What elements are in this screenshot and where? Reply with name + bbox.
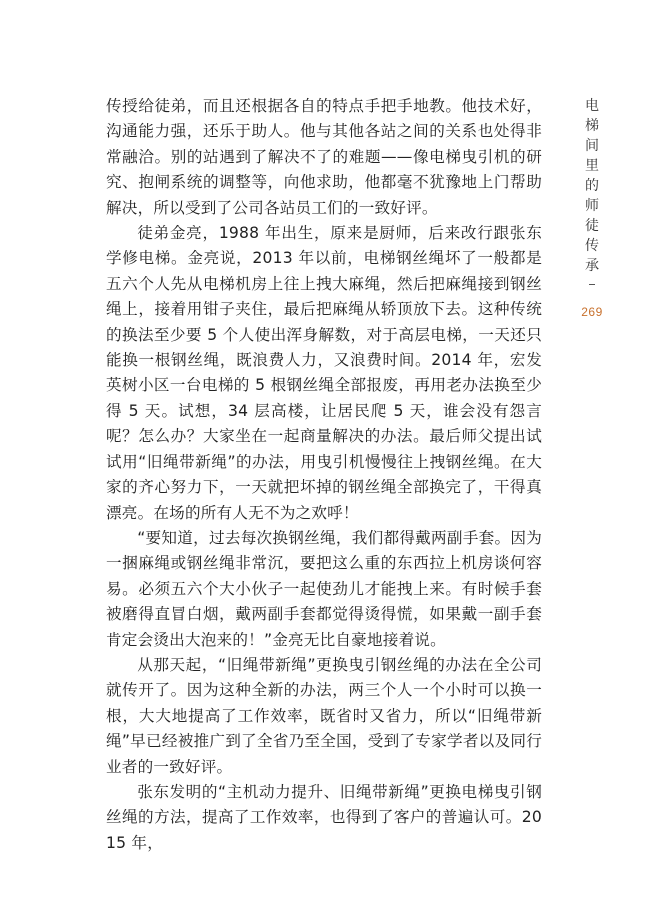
paragraph-2: 徒弟金亮，1988 年出生，原来是厨师，后来改行跟张东学修电梯。金亮说，2013 年以前，电梯钢丝绳坏了一般都是五六个人先从电梯机房上往上拽大麻绳，然后把麻绳接到钢丝绳上，接着用钳子夹住，最后把麻绳从轿顶放下去。这种传统的换法至少要 5 个人使出浑身解数，对于高层电梯，一天还只能换一根钢丝绳，既浪费人力，又浪费时间。2014 年，宏发英树小区一台电梯的 5 根钢丝绳全部报废，再用老办法换至少得 5 天。试想，34 层高楼，让居民爬 5 天，谁会没有怨言呢？怎么办？大家坐在一起商量解决的办法。最后师父提出试试用“旧绳带新绳”的办法，用曳引机慢慢往上拽钢丝绳。在大家的齐心努力下，一天就把坏掉的钢丝绳全部换完了，干得真漂亮。在场的所有人无不为之欢呼！ (106, 224, 542, 522)
running-title-dash (589, 284, 595, 285)
paragraph-1: 传授给徒弟，而且还根据各自的特点手把手地教。他技术好，沟通能力强，还乐于助人。他与其他各站之间的关系也处得非常融洽。别的站遇到了解决不了的难题——像电梯曳引机的研究、抱闸系统的调整等，向他求助，他都毫不犹豫地上门帮助解决，所以受到了公司各站员工们的一致好评。 (106, 97, 542, 217)
page-body (106, 94, 542, 856)
running-title: 电梯间里的师徒传承 (585, 98, 599, 274)
paragraph-4: 从那天起，“旧绳带新绳”更换曳引钢丝绳的办法在全公司就传开了。因为这种全新的办法，两三个人一个小时可以换一根，大大地提高了工作效率，既省时又省力，所以“旧绳带新绳”早已经被推广到了全省乃至全国，受到了专家学者以及同行业者的一致好评。 (106, 655, 542, 776)
page-number: 269 (581, 305, 603, 319)
paragraph-5: 张东发明的“主机动力提升、旧绳带新绳”更换电梯曳引钢丝绳的方法，提高了工作效率，也得到了客户的普遍认可。2015 年， (106, 782, 542, 852)
paragraph-3: “要知道，过去每次换钢丝绳，我们都得戴两副手套。因为一捆麻绳或钢丝绳非常沉，要把这么重的东西拉上机房谈何容易。必须五六个大小伙子一起使劲儿才能拽上来。有时候手套被磨得直冒白烟，戴两副手套都觉得烫得慌，如果戴一副手套肯定会烫出大泡来的！”金亮无比自豪地接着说。 (106, 528, 542, 649)
